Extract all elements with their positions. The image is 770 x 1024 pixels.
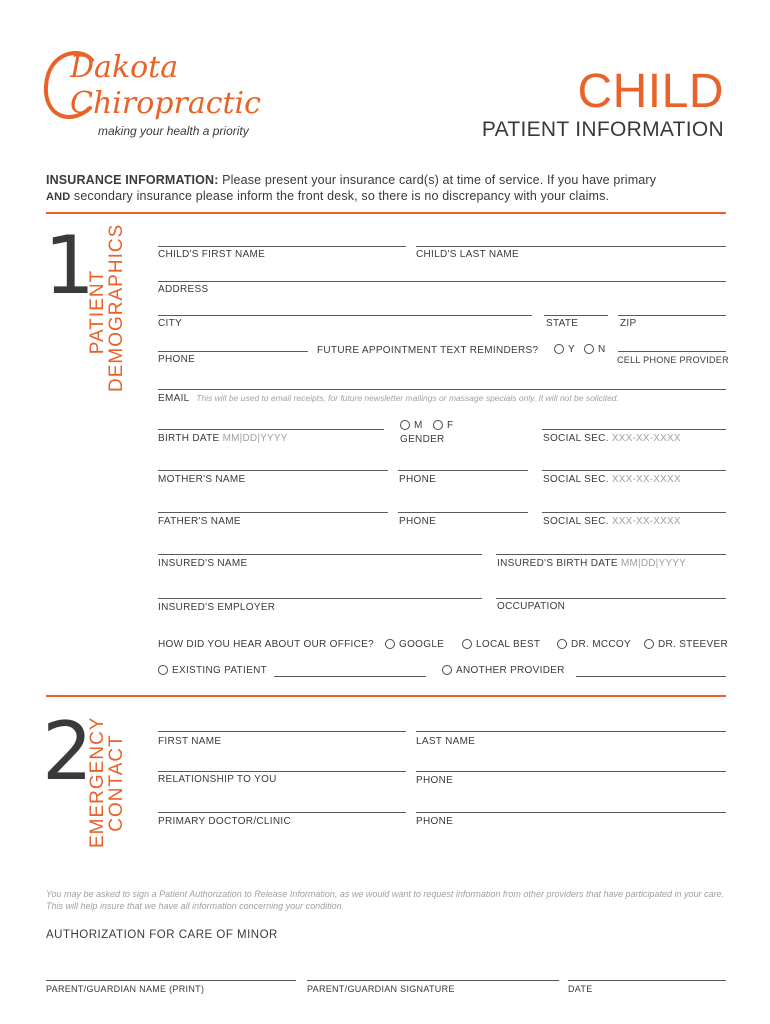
- radio-circle-icon[interactable]: [584, 344, 594, 354]
- page-subtitle: PATIENT INFORMATION: [481, 118, 724, 141]
- fathers-phone-label: PHONE: [399, 516, 437, 527]
- opt-local-best-label: LOCAL BEST: [476, 639, 541, 651]
- section-1-title: [87, 223, 127, 392]
- birth-date-field[interactable]: [158, 429, 384, 430]
- opt-dr-steever-label: DR. STEEVER: [658, 639, 728, 651]
- social-sec-hint: XXX-XX-XXXX: [611, 433, 681, 444]
- email-hint: This will be used to email receipts, for future newsletter mailings or massage specials only. It will not be solicited.: [196, 393, 619, 403]
- fathers-name-label: FATHER'S NAME: [158, 516, 241, 527]
- primary-doctor-field[interactable]: [158, 812, 406, 813]
- insureds-employer-label: INSURED'S EMPLOYER: [158, 602, 276, 613]
- ec-last-name-label: LAST NAME: [416, 736, 476, 747]
- cell-provider-label: CELL PHONE PROVIDER: [617, 355, 729, 365]
- opt-existing-patient[interactable]: [158, 665, 267, 676]
- section-1-number: 1: [44, 219, 89, 312]
- radio-circle-icon[interactable]: [385, 639, 395, 649]
- child-first-name-field[interactable]: [158, 246, 406, 247]
- email-label-row: [158, 393, 619, 404]
- section-2-title: [88, 718, 126, 848]
- insureds-birth-date-label: INSURED'S BIRTH DATE: [497, 558, 618, 569]
- guardian-signature-field[interactable]: [307, 980, 559, 981]
- state-label: STATE: [546, 318, 579, 329]
- zip-field[interactable]: [618, 315, 726, 316]
- ec-relationship-field[interactable]: [158, 771, 406, 772]
- reminders-yes-label: Y: [568, 344, 575, 356]
- radio-circle-icon[interactable]: [442, 665, 452, 675]
- address-field[interactable]: [158, 281, 726, 282]
- primary-doctor-phone-label: PHONE: [416, 816, 454, 827]
- occupation-label: OCCUPATION: [497, 601, 566, 612]
- social-sec-label-row: [543, 433, 681, 444]
- phone-field[interactable]: [158, 351, 308, 352]
- social-sec-field[interactable]: [542, 429, 726, 430]
- radio-circle-icon[interactable]: [400, 420, 410, 430]
- address-label: ADDRESS: [158, 284, 209, 295]
- city-field[interactable]: [158, 315, 532, 316]
- primary-doctor-phone-field[interactable]: [416, 812, 726, 813]
- ec-relationship-label: RELATIONSHIP TO YOU: [158, 774, 277, 785]
- opt-dr-mccoy-label: DR. MCCOY: [571, 639, 631, 651]
- opt-dr-steever[interactable]: [644, 639, 728, 650]
- opt-another-provider[interactable]: [442, 665, 565, 676]
- mothers-ssn-field[interactable]: [542, 470, 726, 471]
- guardian-name-label: PARENT/GUARDIAN NAME (PRINT): [46, 984, 205, 994]
- opt-dr-mccoy[interactable]: [557, 639, 631, 650]
- gender-female-label: F: [447, 420, 454, 432]
- social-sec-label: SOCIAL SEC.: [543, 433, 609, 444]
- opt-google[interactable]: [385, 639, 444, 650]
- hear-question-label: HOW DID YOU HEAR ABOUT OUR OFFICE?: [158, 639, 374, 650]
- gender-male-label: M: [414, 420, 423, 432]
- logo-line-1: Dakota: [70, 50, 179, 85]
- reminders-yes-option[interactable]: [554, 344, 575, 355]
- reminders-no-option[interactable]: [584, 344, 606, 355]
- birth-date-label: BIRTH DATE: [158, 433, 220, 444]
- page-title: CHILD: [577, 65, 724, 118]
- insureds-birth-date-label-row: [497, 558, 686, 569]
- insurance-info: [46, 172, 736, 205]
- section-1-title-line-2: DEMOGRAPHICS: [106, 223, 127, 392]
- ec-first-name-field[interactable]: [158, 731, 406, 732]
- insurance-and: AND: [46, 191, 71, 203]
- opt-local-best[interactable]: [462, 639, 540, 650]
- section-2-number: 2: [42, 705, 87, 798]
- release-disclaimer: You may be asked to sign a Patient Authorization to Release Information, as we would want to request information from other providers that have participated in your care. This will help insure that we have all information concerning your condition.: [46, 889, 725, 911]
- fathers-phone-field[interactable]: [398, 512, 528, 513]
- logo-tagline: making your health a priority: [98, 124, 249, 138]
- birth-date-hint: MM|DD|YYYY: [222, 433, 288, 444]
- zip-label: ZIP: [620, 318, 637, 329]
- existing-patient-field[interactable]: [274, 676, 426, 677]
- opt-existing-patient-label: EXISTING PATIENT: [172, 665, 267, 677]
- ec-last-name-field[interactable]: [416, 731, 726, 732]
- insureds-name-label: INSURED'S NAME: [158, 558, 248, 569]
- radio-circle-icon[interactable]: [433, 420, 443, 430]
- fathers-ssn-field[interactable]: [542, 512, 726, 513]
- child-first-name-label: CHILD'S FIRST NAME: [158, 249, 266, 260]
- radio-circle-icon[interactable]: [158, 665, 168, 675]
- section-divider: [46, 212, 726, 214]
- logo-line-2: Chiropractic: [70, 86, 261, 121]
- child-last-name-label: CHILD'S LAST NAME: [416, 249, 519, 260]
- section-1-title-line-1: PATIENT: [87, 269, 108, 355]
- cell-provider-field[interactable]: [618, 351, 726, 352]
- guardian-signature-label: PARENT/GUARDIAN SIGNATURE: [307, 984, 455, 994]
- date-label: DATE: [568, 984, 593, 994]
- radio-circle-icon[interactable]: [554, 344, 564, 354]
- insureds-birth-date-field[interactable]: [496, 554, 726, 555]
- state-field[interactable]: [544, 315, 608, 316]
- ec-phone-label: PHONE: [416, 775, 454, 786]
- fathers-name-field[interactable]: [158, 512, 388, 513]
- occupation-field[interactable]: [496, 598, 726, 599]
- ec-first-name-label: FIRST NAME: [158, 736, 222, 747]
- gender-female-option[interactable]: [433, 420, 453, 431]
- another-provider-field[interactable]: [576, 676, 726, 677]
- mothers-name-label: MOTHER'S NAME: [158, 474, 246, 485]
- section-divider: [46, 695, 726, 697]
- social-sec-hint: XXX-XX-XXXX: [611, 474, 681, 485]
- date-field[interactable]: [568, 980, 726, 981]
- section-2-title-line-2: CONTACT: [106, 734, 127, 832]
- fathers-ssn-label-row: [543, 516, 681, 527]
- primary-doctor-label: PRIMARY DOCTOR/CLINIC: [158, 816, 291, 827]
- text-reminders-label: FUTURE APPOINTMENT TEXT REMINDERS?: [317, 345, 539, 356]
- mothers-name-field[interactable]: [158, 470, 388, 471]
- reminders-no-label: N: [598, 344, 606, 356]
- auth-title: AUTHORIZATION FOR CARE OF MINOR: [46, 929, 278, 941]
- social-sec-label: SOCIAL SEC.: [543, 474, 609, 485]
- mothers-phone-label: PHONE: [399, 474, 437, 485]
- insurance-label: INSURANCE INFORMATION:: [46, 173, 219, 187]
- insureds-employer-field[interactable]: [158, 598, 482, 599]
- gender-label: GENDER: [400, 434, 445, 445]
- radio-circle-icon[interactable]: [462, 639, 472, 649]
- radio-circle-icon[interactable]: [557, 639, 567, 649]
- radio-circle-icon[interactable]: [644, 639, 654, 649]
- insurance-text-2: secondary insurance please inform the front desk, so there is no discrepancy with your claims.: [73, 189, 610, 203]
- insureds-birth-date-hint: MM|DD|YYYY: [620, 558, 686, 569]
- email-label: EMAIL: [158, 393, 190, 404]
- opt-another-provider-label: ANOTHER PROVIDER: [456, 665, 565, 677]
- gender-male-option[interactable]: [400, 420, 423, 431]
- social-sec-hint: XXX-XX-XXXX: [611, 516, 681, 527]
- insureds-name-field[interactable]: [158, 554, 482, 555]
- mothers-ssn-label-row: [543, 474, 681, 485]
- city-label: CITY: [158, 318, 182, 329]
- social-sec-label: SOCIAL SEC.: [543, 516, 609, 527]
- email-field[interactable]: [158, 389, 726, 390]
- child-last-name-field[interactable]: [416, 246, 726, 247]
- insurance-text-1: Please present your insurance card(s) at time of service. If you have primary: [222, 173, 657, 187]
- mothers-phone-field[interactable]: [398, 470, 528, 471]
- section-2-title-line-1: EMERGENCY: [87, 716, 108, 848]
- ec-phone-field[interactable]: [416, 771, 726, 772]
- phone-label: PHONE: [158, 354, 196, 365]
- guardian-name-field[interactable]: [46, 980, 296, 981]
- opt-google-label: GOOGLE: [399, 639, 445, 651]
- birth-date-label-row: [158, 433, 288, 444]
